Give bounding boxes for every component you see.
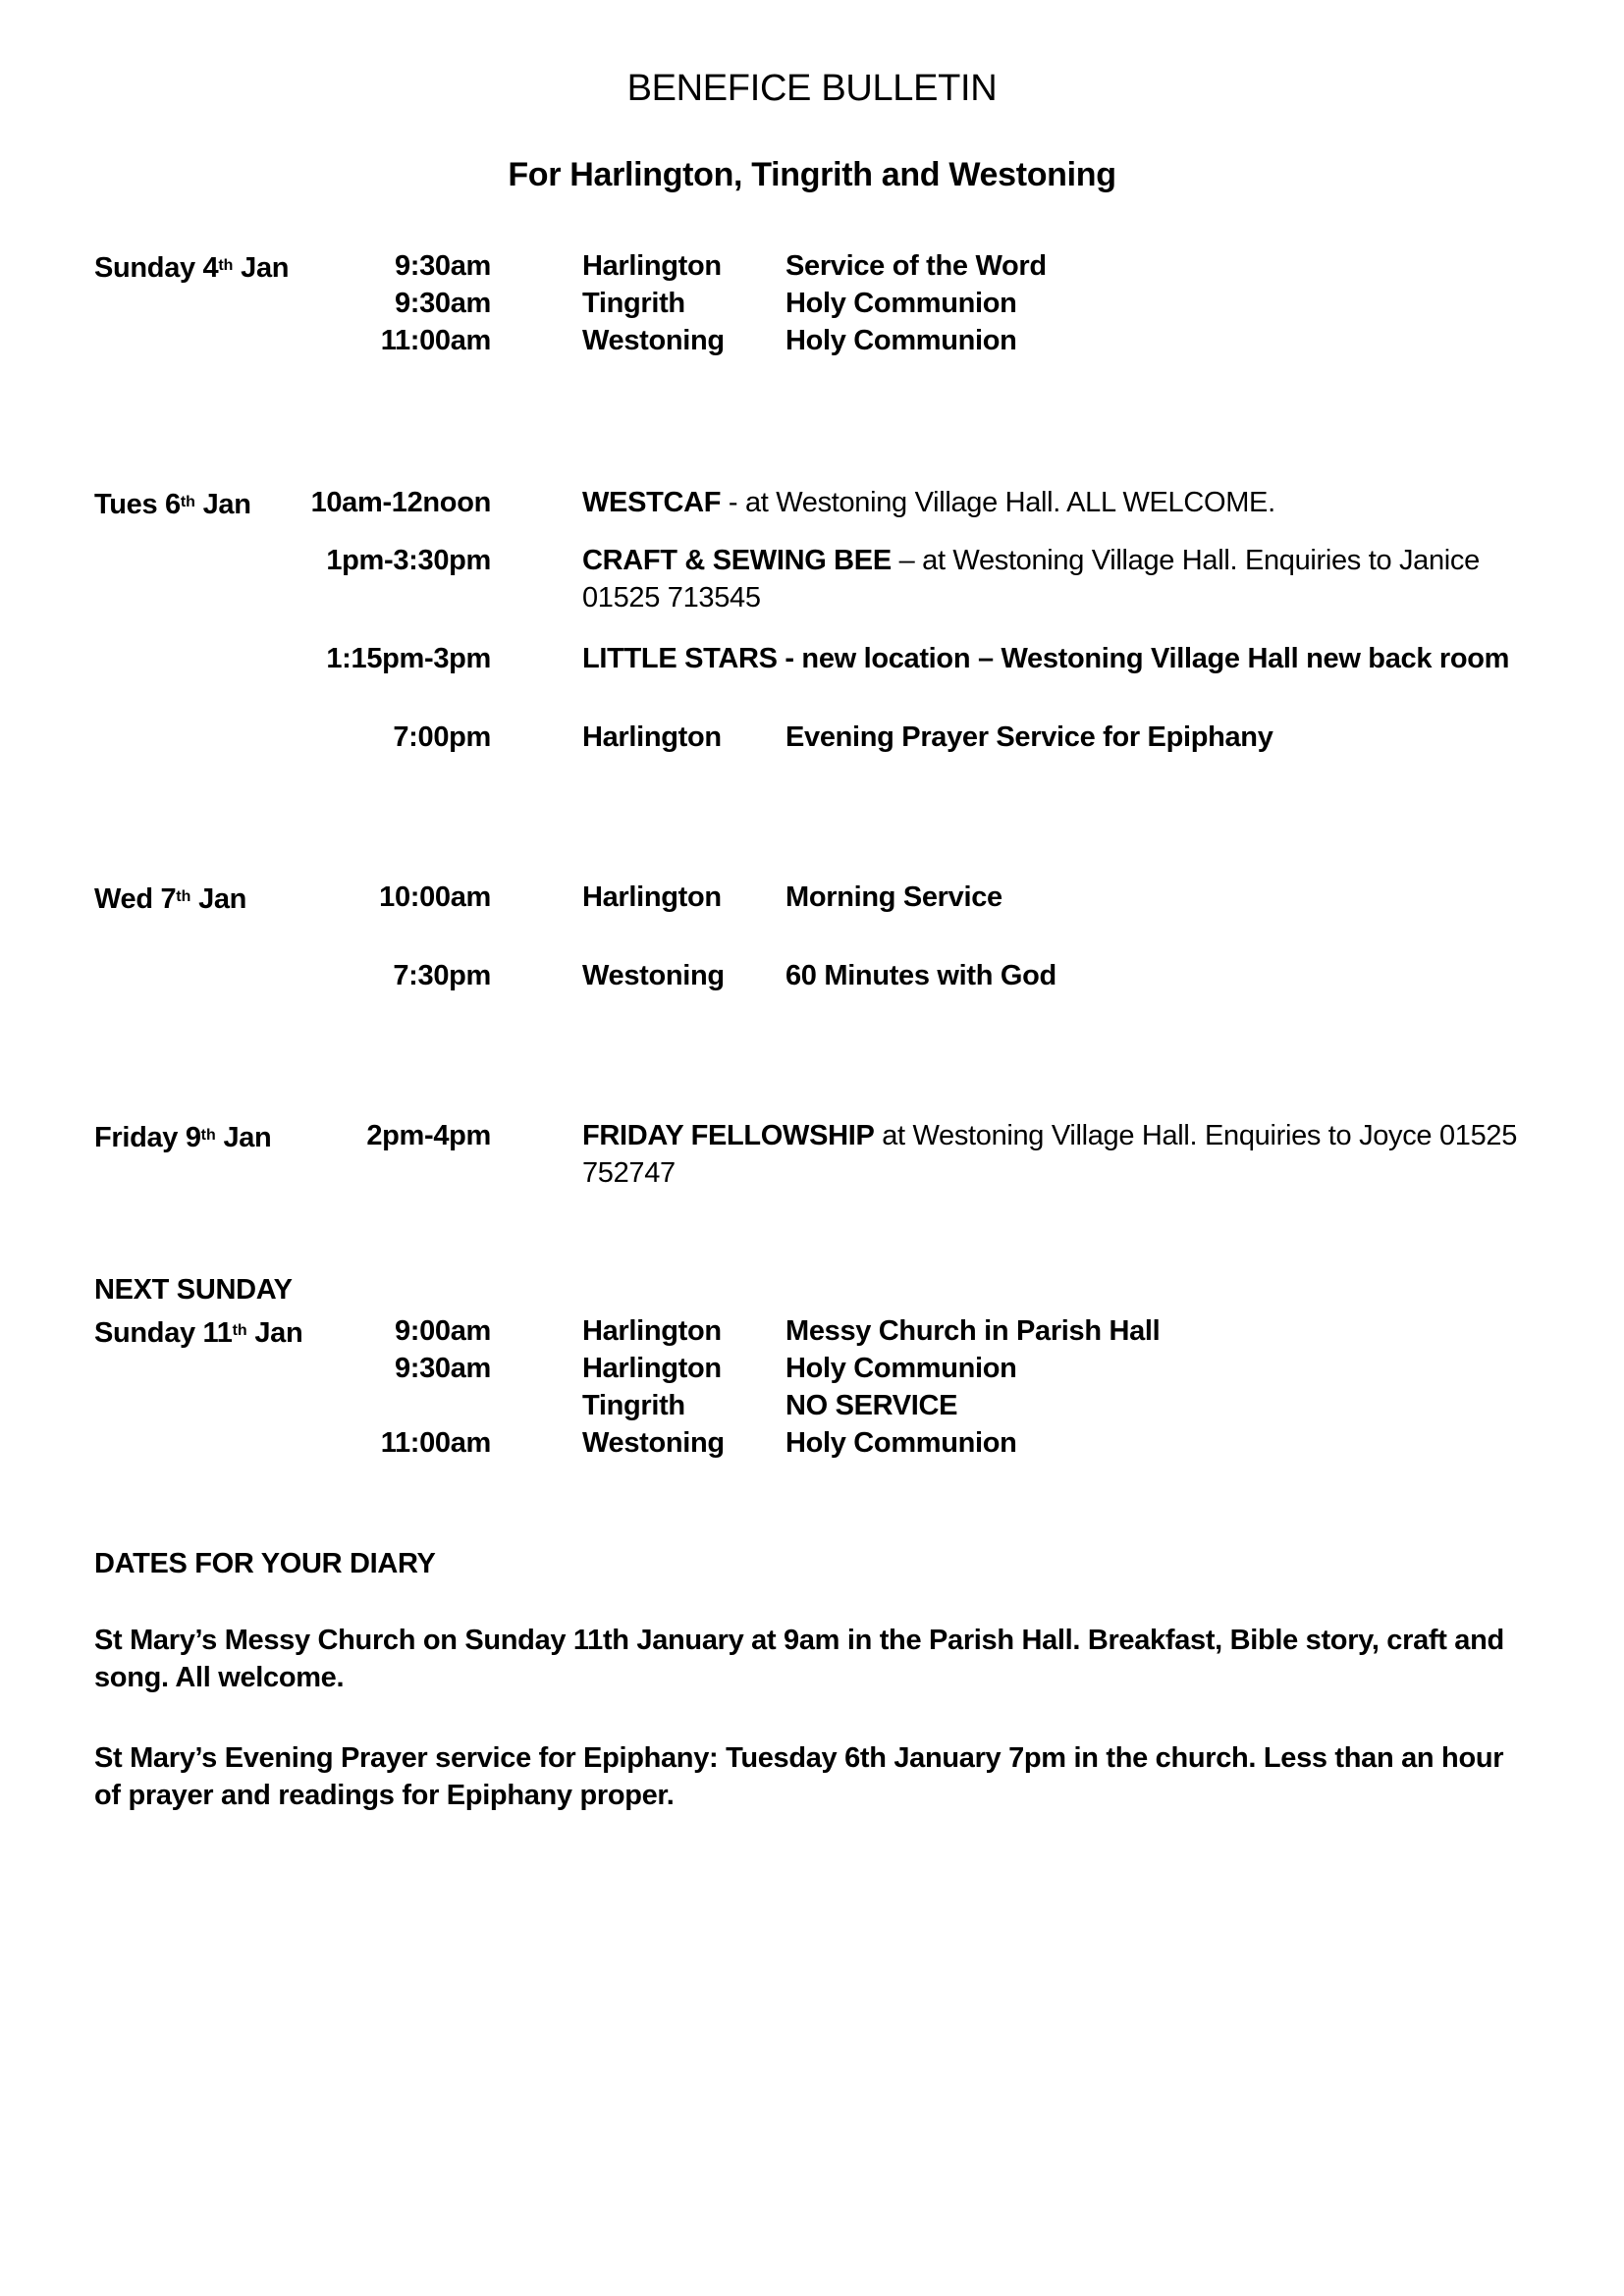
date-ordinal-suffix: th <box>200 1127 216 1144</box>
location-cell: Harlington <box>582 1315 722 1347</box>
time-cell: 7:30pm <box>393 960 491 991</box>
date-text: Friday 9 <box>94 1122 201 1154</box>
event-details: – at Westoning Village Hall. Enquiries to Janice 01525 713545 <box>582 545 1480 614</box>
location-cell: Harlington <box>582 1353 722 1384</box>
event-details: at Westoning Village Hall. Enquiries to Joyce 01525 752747 <box>582 1120 1518 1189</box>
time-cell: 2pm-4pm <box>366 1120 491 1151</box>
time-cell: 7:00pm <box>393 721 491 753</box>
description-cell <box>582 640 1613 677</box>
event-details: - at Westoning Village Hall. ALL WELCOME. <box>721 487 1275 518</box>
service-cell: Service of the Word <box>785 250 1047 282</box>
service-cell: 60 Minutes with God <box>785 960 1056 991</box>
event-name: CRAFT & SEWING BEE <box>582 545 892 576</box>
next-sunday-heading: NEXT SUNDAY <box>94 1274 293 1306</box>
time-cell: 11:00am <box>380 1427 491 1459</box>
location-cell: Westoning <box>582 1427 725 1459</box>
description-cell <box>582 1117 1530 1192</box>
service-cell: Holy Communion <box>785 325 1017 356</box>
time-cell: 11:00am <box>380 325 491 356</box>
diary-paragraph: St Mary’s Evening Prayer service for Epiphany: Tuesday 6th January 7pm in the church. Less than an hour of prayer and readings for Epiphany proper. <box>94 1742 1504 1811</box>
time-cell: 1pm-3:30pm <box>326 545 491 576</box>
time-cell: 9:30am <box>394 1353 491 1384</box>
date-ordinal-suffix: th <box>218 257 234 274</box>
date-ordinal-suffix: th <box>180 494 195 510</box>
description-cell <box>582 542 1530 616</box>
date-ordinal-suffix: th <box>176 888 191 905</box>
time-cell: 10am-12noon <box>310 487 491 518</box>
event-name: FRIDAY FELLOWSHIP <box>582 1120 875 1151</box>
service-cell: Holy Communion <box>785 1427 1017 1459</box>
date-text: Tues 6 <box>94 489 181 521</box>
location-cell: Westoning <box>582 960 725 991</box>
event-name: WESTCAF <box>582 487 722 518</box>
diary-paragraph: St Mary’s Messy Church on Sunday 11th January at 9am in the Parish Hall. Breakfast, Bible story, craft and song. All welcome. <box>94 1625 1504 1693</box>
service-cell: NO SERVICE <box>785 1390 958 1421</box>
service-cell: Holy Communion <box>785 288 1017 319</box>
date-month: Jan <box>233 252 290 285</box>
date-month: Jan <box>194 489 251 521</box>
date-text: Wed 7 <box>94 883 177 916</box>
date-ordinal-suffix: th <box>232 1322 247 1339</box>
time-cell: 9:30am <box>394 288 491 319</box>
location-cell: Tingrith <box>582 288 685 319</box>
document-title: BENEFICE BULLETIN <box>626 68 998 109</box>
service-cell: Holy Communion <box>785 1353 1017 1384</box>
date-month: Jan <box>246 1317 303 1350</box>
time-cell: 9:30am <box>394 250 491 282</box>
service-cell: Evening Prayer Service for Epiphany <box>785 721 1273 753</box>
document-subtitle: For Harlington, Tingrith and Westoning <box>508 156 1116 193</box>
time-cell: 1:15pm-3pm <box>326 643 491 674</box>
dates-for-your-diary-heading: DATES FOR YOUR DIARY <box>94 1548 436 1579</box>
location-cell: Harlington <box>582 881 722 913</box>
time-cell: 10:00am <box>379 881 491 913</box>
date-month: Jan <box>190 883 247 916</box>
description-cell <box>582 484 1530 521</box>
date-text: Sunday 11 <box>94 1317 233 1350</box>
date-month: Jan <box>215 1122 272 1154</box>
event-name: LITTLE STARS - new location – Westoning Village Hall new back room <box>582 643 1510 674</box>
service-cell: Messy Church in Parish Hall <box>785 1315 1161 1347</box>
time-cell: 9:00am <box>394 1315 491 1347</box>
date-text: Sunday 4 <box>94 252 219 285</box>
location-cell: Harlington <box>582 250 722 282</box>
location-cell: Tingrith <box>582 1390 685 1421</box>
service-cell: Morning Service <box>785 881 1002 913</box>
location-cell: Westoning <box>582 325 725 356</box>
location-cell: Harlington <box>582 721 722 753</box>
